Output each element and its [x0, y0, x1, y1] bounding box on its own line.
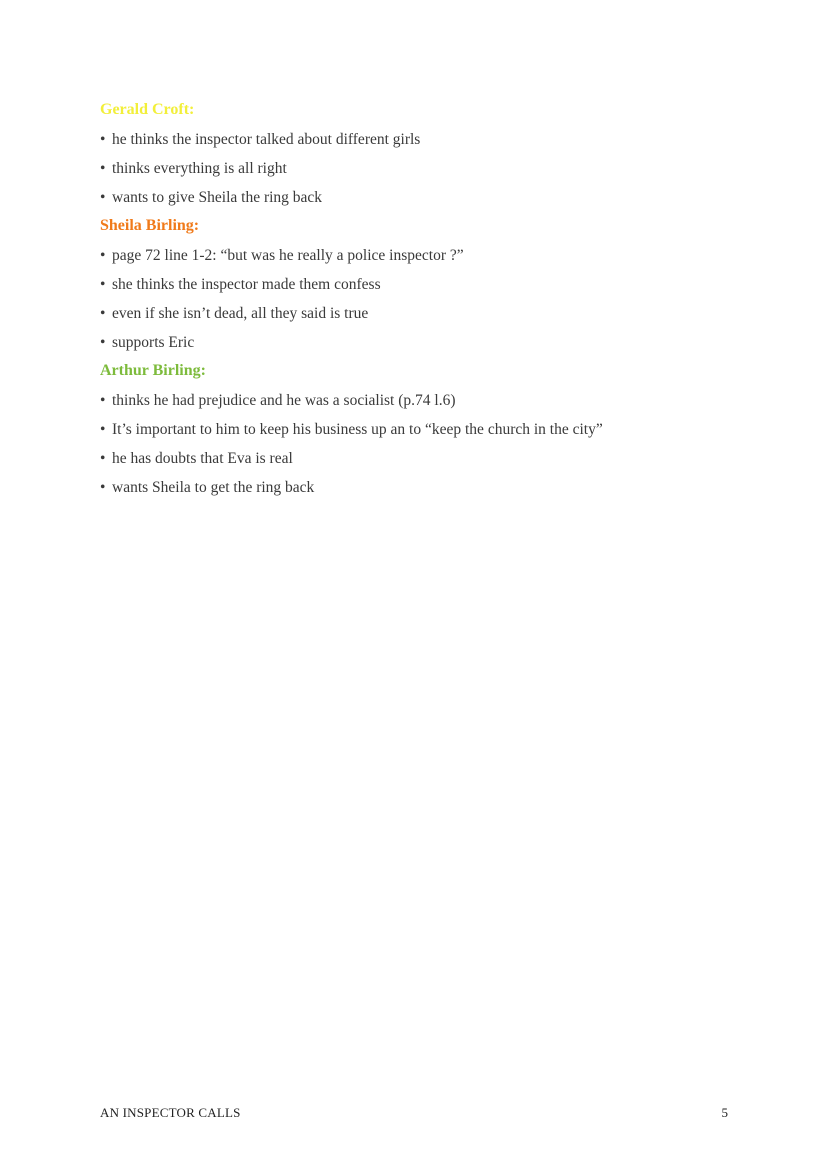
list-item [100, 270, 740, 299]
section-arthur-birling [100, 359, 740, 502]
list-item-text: he has doubts that Eva is real [112, 450, 293, 467]
bullet-marker: • [100, 131, 106, 148]
bullet-marker: • [100, 334, 106, 351]
list-item-text: wants to give Sheila the ring back [112, 189, 323, 206]
section-heading: Arthur Birling: [100, 362, 206, 379]
list-item-text: thinks he had prejudice and he was a socialist (p.74 l.6) [112, 392, 456, 409]
bullet-marker: • [100, 160, 106, 177]
list-item-text: thinks everything is all right [112, 160, 287, 177]
bullet-marker: • [100, 450, 106, 467]
list-item [100, 299, 740, 328]
list-item-text: It’s important to him to keep his business up an to “keep the church in the city” [112, 421, 603, 438]
list-item-text: she thinks the inspector made them confess [112, 276, 381, 293]
bullet-marker: • [100, 392, 106, 409]
footer-title: AN INSPECTOR CALLS [100, 1105, 241, 1120]
list-item [100, 328, 740, 357]
bullet-marker: • [100, 276, 106, 293]
list-item [100, 415, 740, 444]
page-footer [100, 1103, 728, 1123]
list-item [100, 473, 740, 502]
list-item [100, 154, 740, 183]
bullet-marker: • [100, 189, 106, 206]
page-number: 5 [721, 1105, 728, 1120]
list-item [100, 241, 740, 270]
list-item-text: even if she isn’t dead, all they said is true [112, 305, 369, 322]
list-item [100, 125, 740, 154]
section-heading: Sheila Birling: [100, 217, 200, 234]
section-sheila-birling [100, 214, 740, 357]
list-item-text: supports Eric [112, 334, 195, 351]
list-item [100, 444, 740, 473]
list-item-text: page 72 line 1-2: “but was he really a police inspector ?” [112, 247, 464, 264]
bullet-marker: • [100, 479, 106, 496]
list-item-text: wants Sheila to get the ring back [112, 479, 315, 496]
bullet-list [100, 125, 740, 212]
bullet-list [100, 241, 740, 357]
list-item-text: he thinks the inspector talked about different girls [112, 131, 421, 148]
list-item [100, 183, 740, 212]
document-body [100, 98, 740, 502]
section-heading: Gerald Croft: [100, 101, 195, 118]
bullet-marker: • [100, 247, 106, 264]
section-gerald-croft [100, 98, 740, 212]
bullet-marker: • [100, 421, 106, 438]
bullet-list [100, 386, 740, 502]
list-item [100, 386, 740, 415]
bullet-marker: • [100, 305, 106, 322]
